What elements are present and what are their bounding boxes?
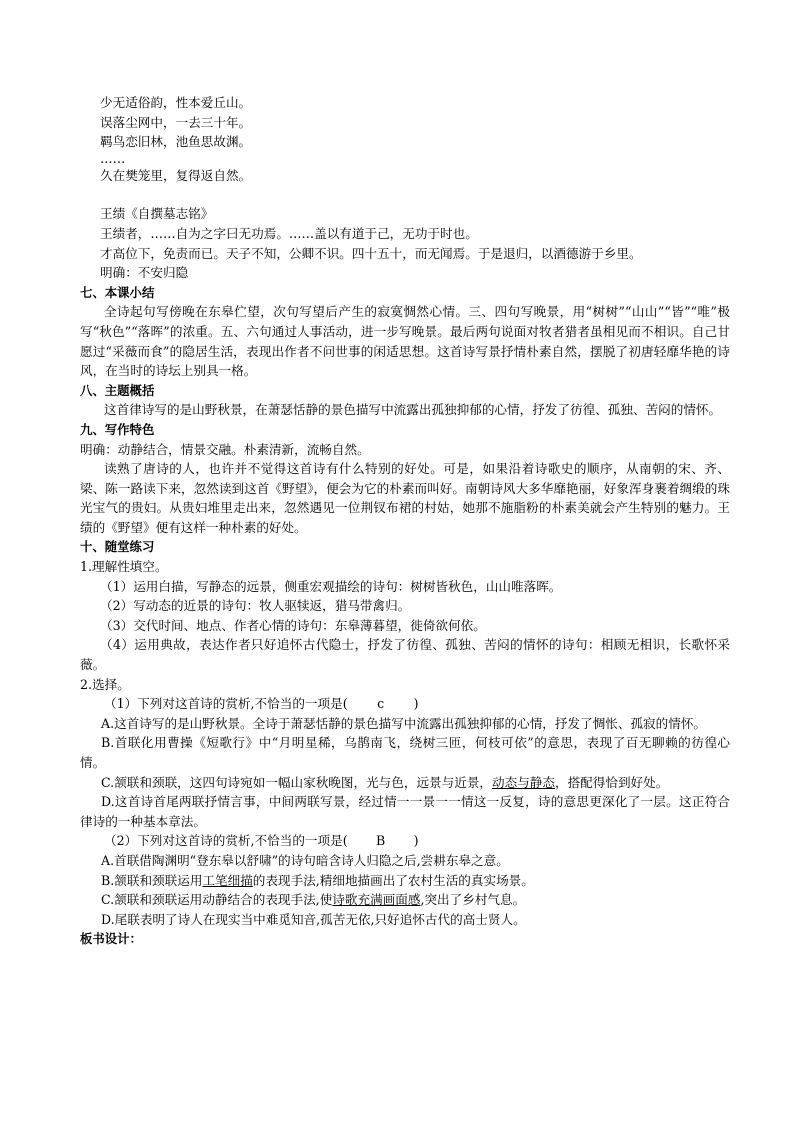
- question-title: 1.理解性填空。: [80, 559, 168, 575]
- poem-ellipsis: ……: [100, 151, 126, 166]
- option-b-pre: B.颔联和颈联运用: [101, 872, 203, 888]
- poem-line: 少无适俗韵，性本爱丘山。: [100, 95, 252, 110]
- spacer: [80, 185, 730, 204]
- option-c-post: ,突出了乡村气息。: [420, 892, 526, 908]
- poem-line: 误落尘网中，一去三十年。: [100, 114, 252, 130]
- answer-text: B: [376, 833, 386, 849]
- section-heading-board: 板书设计：: [80, 931, 142, 947]
- option-c: [80, 890, 730, 910]
- epitaph-clarify: 明确：不安归隐: [100, 265, 189, 281]
- option-c-pre: C.颔联和颈联，这四句诗宛如一幅山家秋晚图，光与色，远景与近景，: [101, 774, 493, 790]
- option-b-underlined: 工笔细描: [202, 872, 253, 888]
- poem-block: [80, 93, 730, 185]
- epitaph-title: 王绩《自撰墓志铭》: [100, 206, 214, 222]
- stem-close: ): [413, 833, 419, 849]
- section-heading-summary: 七、本课小结: [80, 284, 155, 300]
- epitaph-block: [80, 204, 730, 282]
- document-page: [80, 93, 730, 949]
- option-a: A.这首诗写的是山野秋景。全诗于萧瑟恬静的景色描写中流露出孤独抑郁的心情，抒发了惆怅、孤寂的情怀。: [101, 715, 707, 731]
- option-a: A.首联借陶渊明“登东皋以舒啸”的诗句暗含诗人归隐之后,尝耕东皋之意。: [101, 852, 509, 868]
- section-heading-features: 九、写作特色: [80, 421, 155, 437]
- fill-item: （3）交代时间、地点、作者心情的诗句：东皋薄暮望，徙倚欲何依。: [100, 617, 486, 633]
- features-clarify: 明确：动静结合，情景交融。朴素清新，流畅自然。: [80, 441, 370, 457]
- choice-stem: [80, 694, 730, 714]
- stem-close: ): [413, 696, 419, 712]
- option-c-pre: C.颔联和颈联运用动静结合的表现手法,使: [101, 892, 333, 908]
- option-c-underlined: 诗歌充满画面感: [332, 892, 421, 908]
- option-d: D.尾联表明了诗人在现实当中难觅知音,孤苦无依,只好追怀古代的高士贤人。: [101, 911, 526, 927]
- option-d: D.这首诗首尾两联抒情言事，中间两联写景，经过情一一景一一情这一反复，诗的意思更深化了一层。这正符合律诗的一种基本章法。: [80, 794, 730, 829]
- fill-item: （4）运用典故，表达作者只好追怀古代隐士，抒发了彷徨、孤独、苦闷的情怀的诗句：相顾无相识，长歌怀采薇。: [80, 637, 730, 673]
- summary-text: 全诗起句写傍晚在东皋伫望，次句写望后产生的寂寞惆然心情。三、四句写晚景，用“树树”“山山”“皆”“唯”极写“秋色”“落晖”的浓重。五、六句通过人事活动，进一步写晚景。最后两句说面对牧者猎者虽相见而不相识。自己甘愿过“采薇而食”的隐居生活，表现出作者不问世事的闲适思想。这首诗写景抒情朴素自然，摆脱了初唐轻靡华艳的诗风，在当时的诗坛上别具一格。: [80, 304, 730, 379]
- fill-item: （2）写动态的近景的诗句：牧人驱犊返，猎马带禽归。: [100, 598, 411, 614]
- poem-line: 羁鸟恋旧林，池鱼思故渊。: [100, 134, 252, 150]
- poem-line: 久在樊笼里，复得返自然。: [100, 167, 252, 183]
- option-b-post: 的表现手法,精细地描画出了农村生活的真实场景。: [252, 872, 534, 888]
- section-heading-practice: 十、随堂练习: [80, 539, 155, 555]
- epitaph-line: 才高位下，免责而已。天子不知，公卿不识。四十五十，而无闻焉。于是退归，以酒德游于乡里。: [100, 245, 642, 261]
- option-c-post: ，搭配得恰到好处。: [554, 774, 669, 790]
- stem-text: （2）下列对这首诗的赏析,不恰当的一项是(: [104, 833, 348, 849]
- option-b: [80, 871, 730, 891]
- features-text: 读熟了唐诗的人，也许并不觉得这首诗有什么特别的好处。可是，如果沿着诗歌史的顺序，从南朝的宋、齐、梁、陈一路读下来，忽然读到这首《野望》，便会为它的朴素而叫好。南朝诗风大多华靡艳丽，好象浑身裹着绸缎的珠光宝气的贵妇。从贵妇堆里走出来，忽然遇见一位荆钗布裙的村姑，她那不施脂粉的朴素美就会产生特别的魅力。王绩的《野望》便有这样一种朴素的好处。: [80, 461, 730, 535]
- epitaph-line: 王绩者，……自为之字曰无功焉。……盖以有道于己，无功于时也。: [100, 225, 478, 241]
- stem-text: （1）下列对这首诗的赏析,不恰当的一项是(: [104, 696, 348, 712]
- choice-stem: [80, 831, 730, 851]
- option-c: [80, 773, 730, 793]
- section-heading-theme: 八、主题概括: [80, 382, 155, 398]
- option-c-underlined: 动态与静态: [492, 774, 555, 790]
- answer-text: c: [377, 696, 385, 712]
- fill-item: （1）运用白描，写静态的远景，侧重宏观描绘的诗句：树树皆秋色，山山唯落晖。: [100, 578, 562, 594]
- question-title: 2.选择。: [80, 676, 130, 692]
- theme-text: 这首律诗写的是山野秋景，在萧瑟恬静的景色描写中流露出孤独抑郁的心情，抒发了彷徨、孤独、苦闷的情怀。: [104, 402, 722, 418]
- option-b: B.首联化用曹操《短歌行》中“月明星稀，乌鹊南飞，绕树三匝，何枝可依”的意思，表现了百无聊赖的彷徨心情。: [80, 735, 730, 770]
